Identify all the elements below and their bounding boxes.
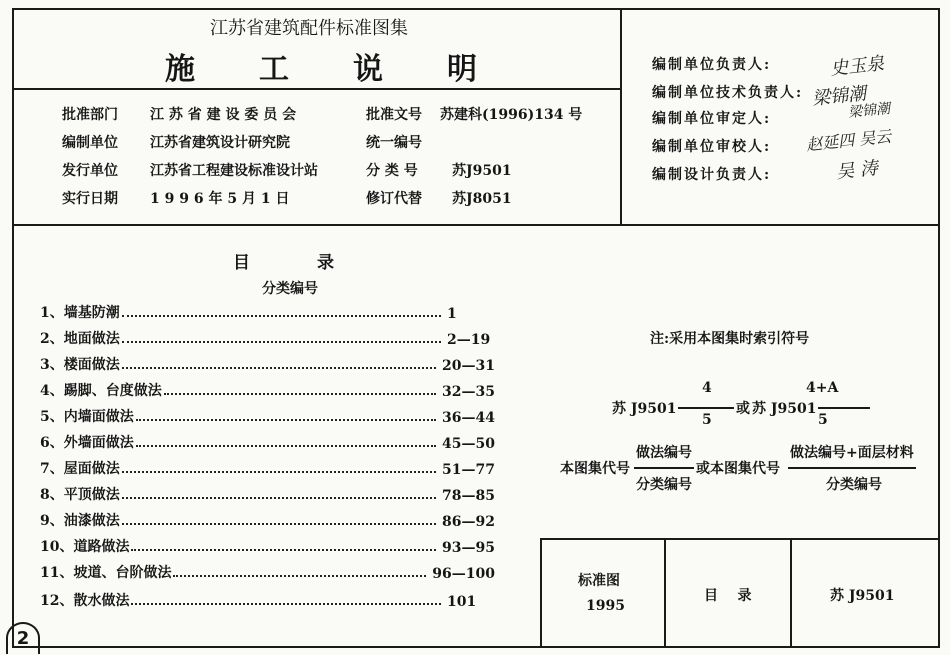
toc-title-char: 目 bbox=[233, 253, 250, 273]
toc-row bbox=[40, 328, 495, 348]
toc-row bbox=[40, 380, 495, 400]
main-title bbox=[165, 44, 541, 88]
toc-item-name: 9、油漆做法 bbox=[40, 513, 120, 529]
toc-title bbox=[233, 248, 401, 273]
toc-row bbox=[40, 536, 495, 556]
toc-row bbox=[40, 458, 495, 478]
header-bottom-line bbox=[12, 224, 940, 226]
toc-item-page: 51—77 bbox=[442, 462, 495, 478]
index-note: 注:采用本图集时索引符号 bbox=[650, 331, 810, 347]
legend-mid: 或本图集代号 bbox=[696, 461, 780, 477]
toc-leader bbox=[122, 341, 441, 343]
toc-item-page: 2—19 bbox=[447, 332, 491, 348]
toc-row bbox=[40, 590, 495, 610]
effective-date-label: 实行日期 bbox=[62, 191, 118, 207]
resp-label: 编制单位技术负责人: bbox=[652, 85, 804, 101]
approval-dept-label: 批准部门 bbox=[62, 107, 118, 123]
title-block-div1 bbox=[664, 538, 666, 648]
example1-top: 4 bbox=[702, 380, 712, 396]
toc-item-page: 45—50 bbox=[442, 436, 495, 452]
toc-row bbox=[40, 406, 495, 426]
class-no: 苏J9501 bbox=[452, 163, 512, 179]
toc-leader bbox=[122, 471, 436, 473]
example2-prefix: 苏 J9501 bbox=[752, 401, 817, 417]
toc-item-name: 3、楼面做法 bbox=[40, 357, 120, 373]
title-block-top bbox=[540, 538, 940, 540]
toc-item-name: 6、外墙面做法 bbox=[40, 435, 134, 451]
page-mark: 2 bbox=[6, 622, 40, 654]
legend-bottom1: 分类编号 bbox=[636, 477, 692, 493]
example-or: 或 bbox=[736, 401, 750, 417]
example2-line bbox=[818, 407, 870, 409]
toc-item-page: 36—44 bbox=[442, 410, 495, 426]
std-label: 标准图 bbox=[578, 573, 620, 589]
issue-unit-label: 发行单位 bbox=[62, 163, 118, 179]
unified-no-label: 统一编号 bbox=[366, 135, 422, 151]
toc-item-name: 1、墙基防潮 bbox=[40, 305, 120, 321]
std-year: 1995 bbox=[586, 598, 625, 614]
signature: 赵延四 吴云 bbox=[805, 126, 892, 155]
main-title-char: 说 bbox=[353, 52, 383, 87]
toc-item-name: 10、道路做法 bbox=[40, 539, 130, 555]
issue-unit: 江苏省工程建设标准设计站 bbox=[150, 163, 318, 179]
effective-date: 1 9 9 6 年 5 月 1 日 bbox=[150, 191, 290, 207]
replace-label: 修订代替 bbox=[366, 191, 422, 207]
example2-bottom: 5 bbox=[818, 412, 828, 428]
toc-title-char: 录 bbox=[317, 253, 334, 273]
toc-item-name: 12、散水做法 bbox=[40, 593, 130, 609]
toc-item-page: 93—95 bbox=[442, 540, 495, 556]
main-title-char: 施 bbox=[165, 52, 195, 87]
header-divider-vertical bbox=[620, 8, 622, 226]
toc-leader bbox=[122, 497, 436, 499]
title-block-left bbox=[540, 538, 542, 648]
signature: 梁锦潮 bbox=[811, 83, 868, 110]
toc-row bbox=[40, 302, 495, 322]
toc-row bbox=[40, 484, 495, 504]
toc-item-name: 8、平顶做法 bbox=[40, 487, 120, 503]
example1-bottom: 5 bbox=[702, 412, 712, 428]
signature: 吴 涛 bbox=[835, 157, 879, 184]
toc-item-page: 86—92 bbox=[442, 514, 495, 530]
toc-item-page: 96—100 bbox=[432, 566, 495, 582]
title-block-div2 bbox=[790, 538, 792, 648]
toc-leader bbox=[122, 523, 436, 525]
resp-label: 编制单位审定人: bbox=[652, 111, 772, 127]
toc-leader bbox=[122, 367, 436, 369]
approval-dept: 江 苏 省 建 设 委 员 会 bbox=[150, 107, 297, 123]
toc-item-name: 4、踢脚、台度做法 bbox=[40, 383, 162, 399]
title-block-name: 目 录 bbox=[704, 588, 752, 604]
toc-row bbox=[40, 562, 495, 582]
toc-leader bbox=[136, 445, 436, 447]
main-title-char: 明 bbox=[447, 52, 477, 87]
example1-prefix: 苏 J9501 bbox=[612, 401, 677, 417]
toc-item-name: 7、屋面做法 bbox=[40, 461, 120, 477]
approval-doc: 苏建科(1996)134 号 bbox=[440, 107, 583, 123]
legend-left: 本图集代号 bbox=[560, 461, 630, 477]
legend-top2: 做法编号+面层材料 bbox=[790, 445, 914, 461]
title-block-code: 苏 J9501 bbox=[830, 588, 895, 604]
toc-item-page: 32—35 bbox=[442, 384, 495, 400]
toc-item-page: 101 bbox=[447, 594, 477, 610]
resp-label: 编制单位审校人: bbox=[652, 139, 772, 155]
approval-doc-label: 批准文号 bbox=[366, 107, 422, 123]
toc-leader bbox=[122, 315, 441, 317]
class-no-label: 分 类 号 bbox=[366, 163, 418, 179]
toc-leader bbox=[131, 603, 441, 605]
toc-item-name: 2、地面做法 bbox=[40, 331, 120, 347]
header-divider-horizontal bbox=[12, 88, 622, 90]
toc-item-page: 1 bbox=[447, 306, 457, 322]
toc-leader bbox=[131, 549, 436, 551]
main-title-char: 工 bbox=[259, 52, 289, 87]
series-title: 江苏省建筑配件标准图集 bbox=[210, 18, 408, 39]
legend-line1 bbox=[634, 467, 694, 469]
replace-value: 苏J8051 bbox=[452, 191, 512, 207]
toc-subtitle: 分类编号 bbox=[262, 281, 318, 297]
toc-leader bbox=[173, 575, 426, 577]
toc-item-name: 11、坡道、台阶做法 bbox=[40, 565, 172, 581]
toc-item-page: 78—85 bbox=[442, 488, 495, 504]
signature: 梁锦潮 bbox=[847, 100, 891, 122]
resp-label: 编制设计负责人: bbox=[652, 167, 772, 183]
compile-unit: 江苏省建筑设计研究院 bbox=[150, 135, 290, 151]
compile-unit-label: 编制单位 bbox=[62, 135, 118, 151]
toc-row bbox=[40, 354, 495, 374]
toc-item-name: 5、内墙面做法 bbox=[40, 409, 134, 425]
signature: 史玉泉 bbox=[829, 53, 886, 80]
legend-bottom2: 分类编号 bbox=[826, 477, 882, 493]
legend-top1: 做法编号 bbox=[636, 445, 692, 461]
example2-top: 4+A bbox=[806, 380, 839, 396]
resp-label: 编制单位负责人: bbox=[652, 57, 772, 73]
legend-line2 bbox=[788, 467, 916, 469]
toc-item-page: 20—31 bbox=[442, 358, 495, 374]
toc-row bbox=[40, 510, 495, 530]
toc-leader bbox=[136, 419, 436, 421]
example1-line bbox=[678, 407, 734, 409]
toc-leader bbox=[164, 393, 436, 395]
toc-row bbox=[40, 432, 495, 452]
